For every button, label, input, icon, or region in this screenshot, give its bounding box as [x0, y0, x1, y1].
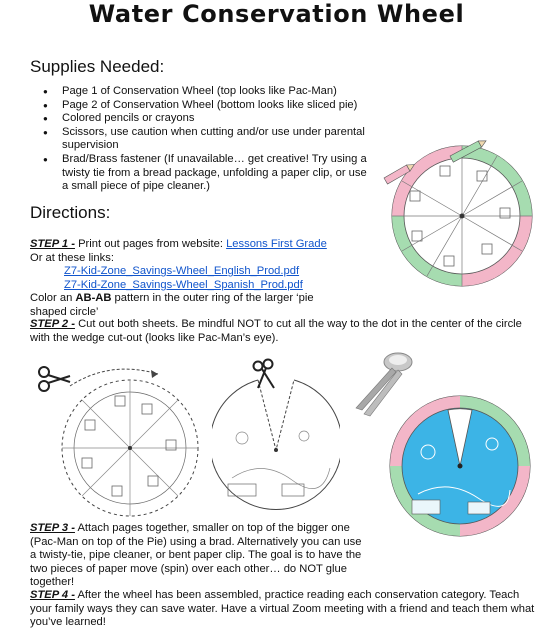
lessons-link[interactable]: Lessons First Grade — [226, 238, 327, 250]
supplies-heading: Supplies Needed: — [30, 57, 165, 76]
step-3-block — [30, 522, 370, 590]
pattern-text: AB-AB — [75, 292, 112, 305]
step-4-label: STEP 4 - — [30, 589, 75, 601]
step-3-label: STEP 3 - — [30, 522, 75, 534]
step-1-block — [30, 238, 540, 320]
supply-item: ● Page 2 of Conservation Wheel (bottom looks like sliced pie) — [30, 99, 370, 113]
step-1-text: Print out pages from website: — [74, 238, 227, 250]
step-3-text: Attach pages together, smaller on top of the bigger one (Pac-Man on top of the Pie) using a brad. Alternatively you can use a twisty-tie, pipe cleaner, or bent paper clip. The goal is to have the two pieces of paper move (spin) over each other… do NOT glue together! — [30, 522, 362, 589]
pie-wheel-cutting-illustration — [30, 358, 210, 520]
step-2-label: STEP 2 - — [30, 318, 75, 330]
color-instruction: Color an AB-AB pattern in the outer ring of the larger ‘pie shaped circle’ — [30, 292, 314, 318]
step-1-line — [30, 238, 540, 252]
english-pdf-link[interactable]: Z7-Kid-Zone_Savings-Wheel_English_Prod.pdf — [64, 265, 300, 278]
step-2-text: Cut out both sheets. Be mindful NOT to cut all the way to the dot in the center of the circle with the wedge cut-out (looks like Pac-Man’s eye). — [30, 318, 522, 344]
step-2-block — [30, 318, 540, 345]
supply-item: ● Scissors, use caution when cutting and/or use under parental supervision — [30, 126, 370, 153]
page-title: Water Conservation Wheel — [88, 0, 465, 28]
step-4-block — [30, 589, 540, 630]
supplies-list — [30, 85, 370, 194]
or-links-text: Or at these links: — [30, 251, 114, 264]
step-1-label: STEP 1 - — [30, 238, 75, 250]
colored-wheel-illustration — [388, 394, 532, 538]
supply-item: ● Page 1 of Conservation Wheel (top looks like Pac-Man) — [30, 85, 370, 99]
spanish-pdf-link[interactable]: Z7-Kid-Zone_Savings-Wheel_Spanish_Prod.pdf — [64, 278, 303, 291]
supply-item: ● Brad/Brass fastener (If unavailable… get creative! Try using a twisty tie from a bread package, unfolding a paper clip, or use a small piece of pipe cleaner.) — [30, 153, 370, 194]
directions-heading: Directions: — [30, 203, 111, 222]
pacman-cutout-illustration — [212, 358, 340, 520]
step-4-text: After the wheel has been assembled, practice reading each conservation category. Teach your family ways they can save water. Have a virtual Zoom meeting with a friend and teach them what you’ve learned! — [30, 589, 535, 629]
supply-item: ● Colored pencils or crayons — [30, 112, 370, 126]
